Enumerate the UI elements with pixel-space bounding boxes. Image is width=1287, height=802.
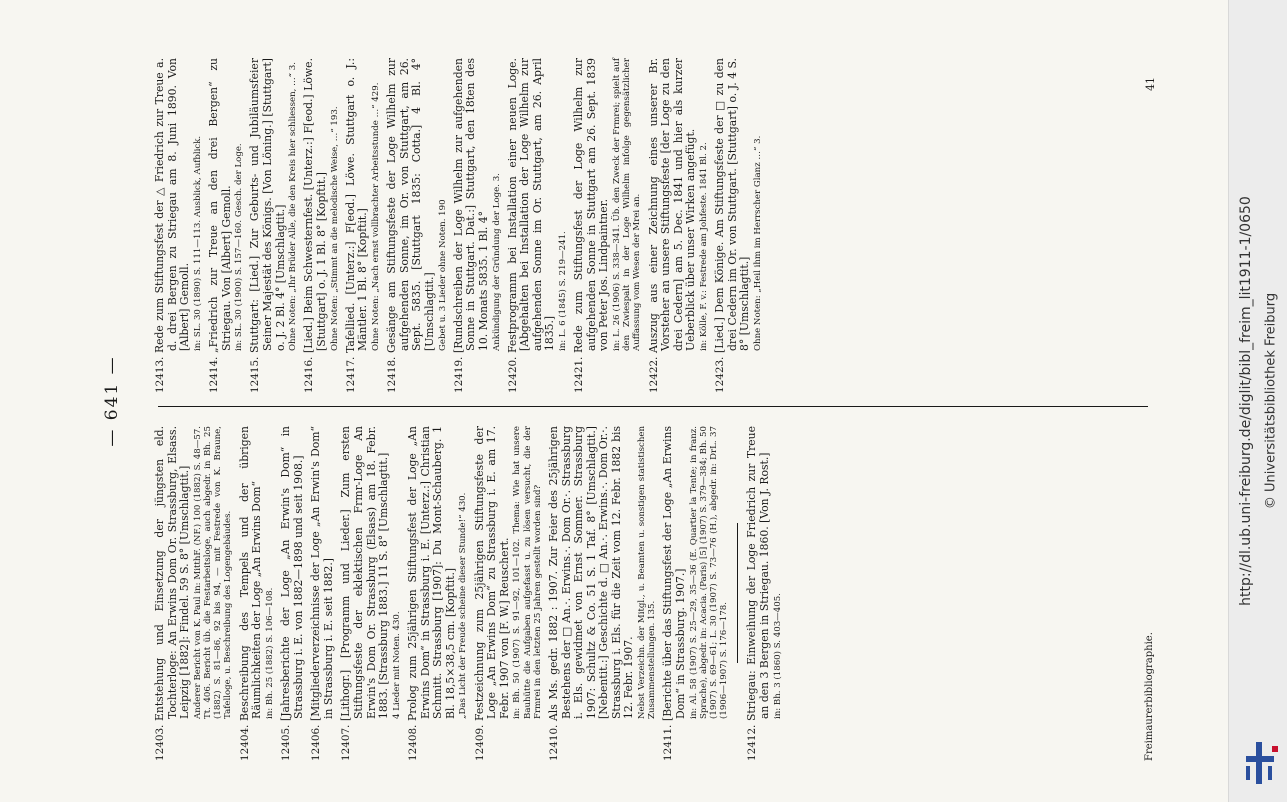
entry-text: [Mitgliederverzeichnisse der Loge „An Erwin's Dom“ in Strassburg i. E. seit 1882.] [309,426,335,721]
entry-text: Striegau: Einweihung der Loge Friedrich zur Treue an den 3 Bergen in Striegau. 1860. [Von J. Rost.] [745,426,772,721]
entry-number: 12404. [238,724,251,761]
entry-note: Nebst Verzeichn. der Mitgl., u. Beamten u. sonstigen statistischen Zusammenstellungen. 135. [637,426,658,719]
entry [303,58,339,393]
entry-text: Als Ms. gedr. 1882 : 1907. Zur Feier des 25jährigen Bestehens der □ An.·. Erwins.·. Dom Or.·. Strassburg i. Els. gewidmet von Ernst Sommer. Strassburg 1907: Schultz & Co. 51 S. 1 Taf. 8° [Umschlagtit.] [Nebentit.:] Geschichte d. □ An.·. Erwins.·. Dom Or.·. Strassburg i. Els. für die Zeit vom 12. Febr. 1882 bis 12. Febr. 1907. [546,426,636,721]
page-header: — 641 — [102,355,122,447]
footer-title: Freimaurerbibliographie. [1144,632,1155,761]
entry-number: 12422. [647,356,660,393]
entry-note: in: L. 26 (1906) S. 338—341. Üb. den Zweck der Frmrei; spielt auf den Zwiespalt in der Loge Wilhelm infolge gegensätzlicher Auffassung vom Wesen der Mrei an. [612,58,643,351]
entry-note: in: Kölle, F. v.: Festrede am Johfeste. 1841 Bl. 2. [699,142,710,351]
entry [345,58,381,393]
entry-text: Stuttgart: [Lied.] Zur Geburts- und Jubiläumsfeier Seiner Majestät des Königs. [Von Löning.] [Stuttgart] o. J. 2 Bl. 4° [Umschlagtit.] [248,58,287,353]
entry-number: 12423. [714,356,727,393]
entry-note: in: Bh. 25 (1882) S. 106—108. [264,587,275,719]
entry-number: 12414. [207,356,220,393]
entry-number: 12406. [310,724,323,761]
entry-number: 12419. [452,356,465,393]
entry-note: Anderer Bericht von K. Paul in: MitthF. (NF.) 100 (1882) S. 48—57. Tt. 406. Bericht üb. die Festarbeitsloge, auch abgedr. in Bh. 25 (1882) S. 81—86, 92 bis 94, — mit Festrede von K. Braune, Tafelloge, u. Beschreibung des Logengebäudes. [192,426,234,719]
entry-note: „Das Licht der Freude scheine dieser Stunde!“ 430. [458,492,469,719]
entry-note: in: Bh. 50 (1907) S. 91—92, 101—102. Thema: Wie hat unsere Bauhütte die Aufgaben aufgefasst u. zu lösen versucht, die der Frmrei in den letzten 25 Jahren gestellt worden sind? [512,426,543,719]
entry-number: 12411. [662,724,675,761]
entry-note: Ohne Noten: „Nach ernst vollbrachter Arbeitsstunde …“ 429. [370,82,381,351]
entry [507,58,569,393]
entry [208,58,244,393]
footer-signature: 41 [1144,77,1157,91]
column-rule [158,406,1148,407]
entry [662,426,729,761]
rotated-page [54,21,1174,781]
permalink-url[interactable]: http://dl.ub.uni-freiburg.de/diglit/bibl_freim_lit1911-1/0650 [1238,196,1254,606]
entry [407,426,469,761]
entry-text: [Lied.] Beim Schwesternfest. [Unterz.:] F[eod.] Löwe. [Stuttgart] o. J. 1 Bl. 8° [Kopftit.] [302,58,328,353]
entry [239,426,275,761]
entry-text: Auszug aus einer Zeichnung eines unserer Br. Vorsteher an unsere Stiftungsfeste [der Loge zu den drei Cedern] am 5. Dec. 1841 und hier als kurzer Ueberblick über unser Wirken angefügt. [646,58,698,353]
entry [573,58,642,393]
entry [474,426,543,761]
entry-number: 12413. [154,356,166,393]
left-column [154,426,788,761]
entry [249,58,298,393]
entry [154,58,203,393]
entry-note: Gebet u. 3 Lieder ohne Noten. 190 [437,199,448,351]
entry-number: 12420. [506,356,519,393]
entry-number: 12408. [406,724,419,761]
entry-note: in: L. 6 (1845) S. 219—241. [558,231,569,351]
entry-number: 12403. [154,724,166,761]
entry-text: Rede zum Stiftungsfest der △ Friedrich zur Treue a. d. drei Bergen zu Striegau am 8. Juni 1890. Von [Albert] Gemoll. [153,58,192,353]
right-column [154,58,768,393]
entry-note: in: Bh. 3 (1860) S. 403—405. [772,593,783,719]
entry-number: 12410. [547,724,560,761]
section-divider [737,524,738,664]
entry-text: Prolog zum 25jährigen Stiftungsfest der Loge „An Erwins Dom“ in Strassburg i. E. [Unterz.:] Christian Schmitt. Strassburg [1907]: Du Mont-Schauberg. 1 Bl. 18,5×38,5 cm. [Kopftit.] [405,426,457,721]
logo-bar [1246,766,1250,780]
entry [453,58,502,393]
entry-text: Festzeichnung zum 25jährigen Stiftungsfeste der Loge „An Erwins Dom“ zu Strassburg i. E. am 17. Febr. 1907 von [F. W.] Reuschert. [472,426,511,721]
entry-number: 12417. [344,356,357,393]
entry-text: [Rundschreiben der Loge Wilhelm zur aufgehenden Sonne in Stuttgart. Dat.:] Stuttgart, den 18ten des 10. Monats 5835. 1 Bl. 4° [451,58,490,353]
entry-text: [Lithogr.] [Programm und Lieder.] Zum ersten Stiftungsfeste der eklektischen Frmr-Loge An Erwin's Dom Or. Strassburg (Elsass) am 18. Febr. 1883. [Strassburg 1883.] 11 S. 8° [Umschlagtit.] [339,426,391,721]
entry-note: Ohne Noten: „Ihr Brüder Alle, die den Kreis hier schliessen, …“ 3. [288,62,299,351]
entry [386,58,448,393]
entry-number: 12415. [249,356,262,393]
ub-freiburg-logo-icon [1238,740,1282,786]
entry-text: Entstehung und Einsetzung der jüngsten eld. Tochterloge: An Erwins Dom Or. Strassburg, Elsass. Leipzig [1882]: Findel. 59 S. 8° [Umschlagtit.] [153,426,192,721]
copyright-notice: © Universitätsbibliothek Freiburg [1263,292,1279,510]
entry-note: in: SL. 30 (1900) S. 157—160. Gesch. der Loge. [234,143,245,351]
entry-note: in: SL. 30 (1890) S. 111—113. Ausblick, Aufblick. [192,135,203,351]
entry-number: 12412. [746,724,759,761]
entry-text: [Jahresberichte der Loge „An Erwin's Dom“ in Strassburg i. E. von 1882—1898 und seit 1908.] [278,426,305,721]
entry-note: Ohne Noten: „Heil ihm im Herrscher Glanz …“ 3. [753,135,764,351]
entry [548,426,658,761]
entry-number: 12418. [386,356,399,393]
entry-number: 12405. [279,724,292,761]
entry-text: „Friedrich zur Treue an den drei Bergen“ zu Striegau. Von [Albert] Gemoll. [206,58,233,353]
entry-number: 12409. [473,724,486,761]
entry-text: Festprogramm bei Installation einer neuen Loge. [Abgehalten bei Installation der Loge Wilhelm zur aufgehenden Sonne im Or. Stuttgart, am 26. April 1835.] [505,58,557,353]
entry-text: [Lied.] Dem Könige. Am Stiftungsfeste der □ zu den drei Cedern im Or. von Stuttgart. [Stuttgart] o. J. 4 S. 8° [Umschlagtit.] [713,58,752,353]
entry-note: 4 Lieder mit Noten. 430. [391,611,402,719]
entry-note: Ankündigung der Gründung der Loge. 3. [491,173,502,351]
entry [154,426,234,761]
entry-number: 12416. [303,356,316,393]
entry [648,58,710,393]
entry [746,426,782,761]
entry-number: 12421. [573,356,586,393]
entry-number: 12407. [340,724,353,761]
entry-note: in: Al. 58 (1907) S. 25—29, 35—36 (E. Quartier la Tente; in franz. Sprache), abgedr. in: Acacia. (Paris) [5] (1907) S. 379—384; Bh. 50 (1907) S. 69—61; L. 30 (1907) S. 73—76 (H.), abgedr. in: DrL. 37 (1906—1907) S. 176—178. [688,426,730,719]
entry-text: Tafellied. [Unterz.:] F[eod.] Löwe. Stuttgart o. J.: Mäntler. 1 Bl. 8° [Kopftit.] [343,58,370,353]
entry [340,426,402,761]
entry [280,426,305,761]
entry-text: [Berichte über das Stiftungsfest der Loge „An Erwins Dom“ in Strassburg. 1907.] [661,426,688,721]
entry-text: Gesänge am Stiftungsfeste der Loge Wilhelm zur aufgehenden Sonne, im Or. von Stuttgart, am 26. Sept. 5835. [Stuttgart 1835: Cotta.] 4 Bl. 4° [Umschlagtit.] [385,58,436,353]
entry-note: Ohne Noten: „Stimmt an die melodische Weise, …“ 193. [329,106,340,351]
entry-text: Rede zum Stiftungsfest der Loge Wilhelm zur aufgehenden Sonne in Stuttgart am 26. Sept. 1839 von Peter Jos. Lindpaintner. [572,58,611,353]
logo-bar [1256,742,1262,784]
entry [714,58,763,393]
logo-bar [1272,746,1278,752]
logo-bar [1268,766,1272,780]
entry-text: Beschreibung des Tempels und der übrigen Räumlichkeiten der Loge „An Erwins Dom“ [237,426,264,721]
entry [310,426,335,761]
